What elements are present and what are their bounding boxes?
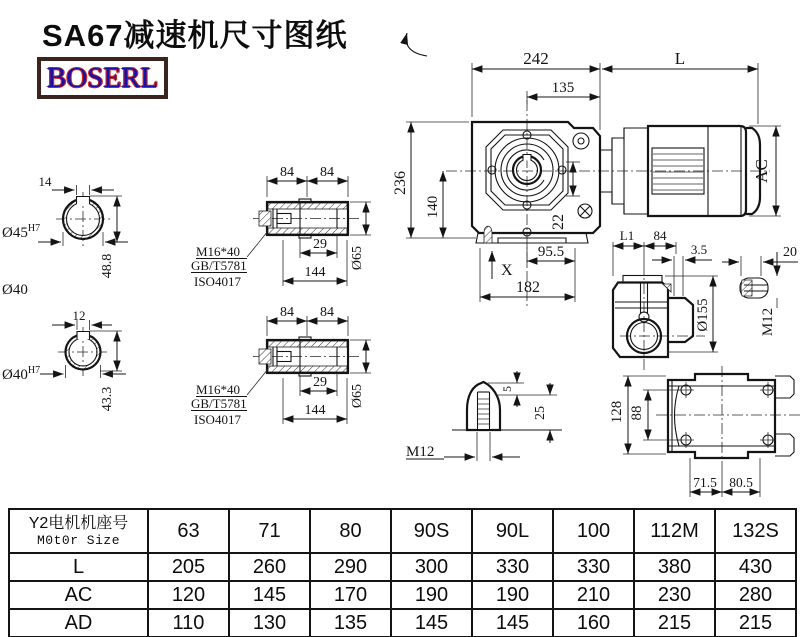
lifting-eye (573, 133, 589, 149)
shaft-dia-label: Ø40 (2, 282, 28, 298)
cell-L-132S: 430 (715, 553, 796, 581)
cell-AC-90S: 190 (391, 581, 472, 609)
hub-bore-lower (2, 308, 126, 411)
cell-AC-132S: 280 (715, 581, 796, 609)
dim-X: X (501, 262, 513, 279)
shaft-section-upper (191, 165, 371, 289)
dim-L: L (674, 49, 686, 68)
dim-236: 236 (392, 171, 409, 195)
dim-128: 128 (609, 400, 625, 424)
dim-29-up: 29 (313, 237, 327, 252)
dim-84-side: 84 (653, 228, 667, 243)
dim-43-3: 43.3 (100, 386, 115, 412)
cell-AD-100: 160 (553, 609, 634, 637)
dim-bore-45: $Ø45^{H7}$ (2, 223, 41, 241)
motor-dimension-table (8, 508, 797, 637)
dim-bore-40: $Ø40^{H7}$ (2, 365, 41, 383)
dim-65-up: Ø65 (350, 245, 365, 271)
bolt-spec-up: M16*40 (196, 244, 241, 259)
dim-84a-low: 84 (280, 305, 294, 320)
row-label-AD: AD (9, 609, 148, 637)
brand-logo-text: BOSERL (47, 62, 159, 94)
table-header-row (9, 509, 796, 553)
cell-AC-63: 120 (148, 581, 229, 609)
top-housing (668, 374, 775, 458)
top-view (609, 366, 800, 497)
cell-L-63: 205 (148, 553, 229, 581)
cell-AD-63: 110 (148, 609, 229, 637)
dim-M12-side: M12 (760, 307, 776, 337)
dim-144-low: 144 (304, 403, 326, 418)
dim-71-5: 71.5 (693, 475, 717, 490)
cell-AD-90L: 145 (472, 609, 553, 637)
cell-AD-90S: 145 (391, 609, 472, 637)
col-100: 100 (553, 509, 634, 553)
dim-84b-low: 84 (320, 305, 334, 320)
cell-AC-71: 145 (229, 581, 310, 609)
cell-AC-90L: 190 (472, 581, 553, 609)
bolt-std2-up: ISO4017 (194, 274, 241, 289)
cell-AC-80: 170 (310, 581, 391, 609)
dim-22: 22 (550, 214, 567, 230)
cell-AC-100: 210 (553, 581, 634, 609)
retaining-bolt (259, 211, 271, 226)
dim-155: Ø155 (695, 298, 711, 332)
dim-84a-up: 84 (280, 165, 294, 180)
header-motor-size-cn: Y2电机机座号 (28, 514, 129, 532)
col-80: 80 (310, 509, 391, 553)
dim-3-5: 3.5 (690, 242, 708, 257)
rotation-arrow-icon (406, 33, 427, 56)
dim-135: 135 (551, 80, 575, 96)
dim-80-5: 80.5 (729, 475, 753, 490)
table-row-AD (9, 609, 796, 637)
table-row-L (9, 553, 796, 581)
dim-L1: L1 (619, 228, 635, 243)
hub-bore-upper (2, 174, 128, 278)
dim-25: 25 (533, 406, 548, 420)
cell-L-90L: 330 (472, 553, 553, 581)
header-motor-size (9, 509, 148, 553)
cell-L-80: 290 (310, 553, 391, 581)
col-71: 71 (229, 509, 310, 553)
page-title: SA67减速机尺寸图纸 (42, 18, 348, 53)
dim-M12-plug: M12 (406, 444, 435, 460)
dim-95-5: 95.5 (537, 244, 565, 260)
dim-84b-up: 84 (320, 165, 334, 180)
row-label-AC: AC (9, 581, 148, 609)
cell-AD-80: 135 (310, 609, 391, 637)
dim-140: 140 (425, 195, 441, 219)
table-row-AC (9, 581, 796, 609)
dim-242: 242 (523, 49, 549, 68)
cell-L-71: 260 (229, 553, 310, 581)
cell-L-112M: 380 (634, 553, 715, 581)
col-90S: 90S (391, 509, 472, 553)
col-112M: 112M (634, 509, 715, 553)
dim-88: 88 (629, 405, 645, 421)
col-63: 63 (148, 509, 229, 553)
dim-29-low: 29 (313, 375, 327, 390)
front-view (392, 33, 781, 308)
row-label-L: L (9, 553, 148, 581)
bolt-std1-low: GB/T5781 (191, 396, 247, 411)
dim-14: 14 (38, 174, 52, 189)
header-motor-size-en: M0t0r Size (36, 533, 120, 549)
dim-20: 20 (783, 245, 797, 260)
x-position-plug (484, 226, 492, 243)
bolt-std2-low: ISO4017 (194, 412, 241, 427)
dim-48-8: 48.8 (100, 253, 115, 279)
shaft-section-lower (191, 305, 371, 427)
dim-65-low: Ø65 (350, 383, 365, 409)
side-view (613, 228, 798, 372)
col-90L: 90L (472, 509, 553, 553)
plug-detail-view (406, 371, 562, 461)
dim-182: 182 (516, 279, 540, 296)
col-132S: 132S (715, 509, 796, 553)
bolt-spec-low: M16*40 (196, 382, 241, 397)
cell-AC-112M: 230 (634, 581, 715, 609)
dim-AC: AC (752, 159, 771, 183)
dim-5: 5 (500, 386, 514, 392)
dim-12: 12 (72, 308, 86, 323)
cell-AD-132S: 215 (715, 609, 796, 637)
cell-AD-71: 130 (229, 609, 310, 637)
cell-L-100: 330 (553, 553, 634, 581)
dim-144-up: 144 (304, 265, 326, 280)
cell-AD-112M: 215 (634, 609, 715, 637)
bolt-std1-up: GB/T5781 (191, 258, 247, 273)
retaining-bolt (259, 349, 271, 364)
cell-L-90S: 300 (391, 553, 472, 581)
key-slot-detail (722, 245, 798, 336)
